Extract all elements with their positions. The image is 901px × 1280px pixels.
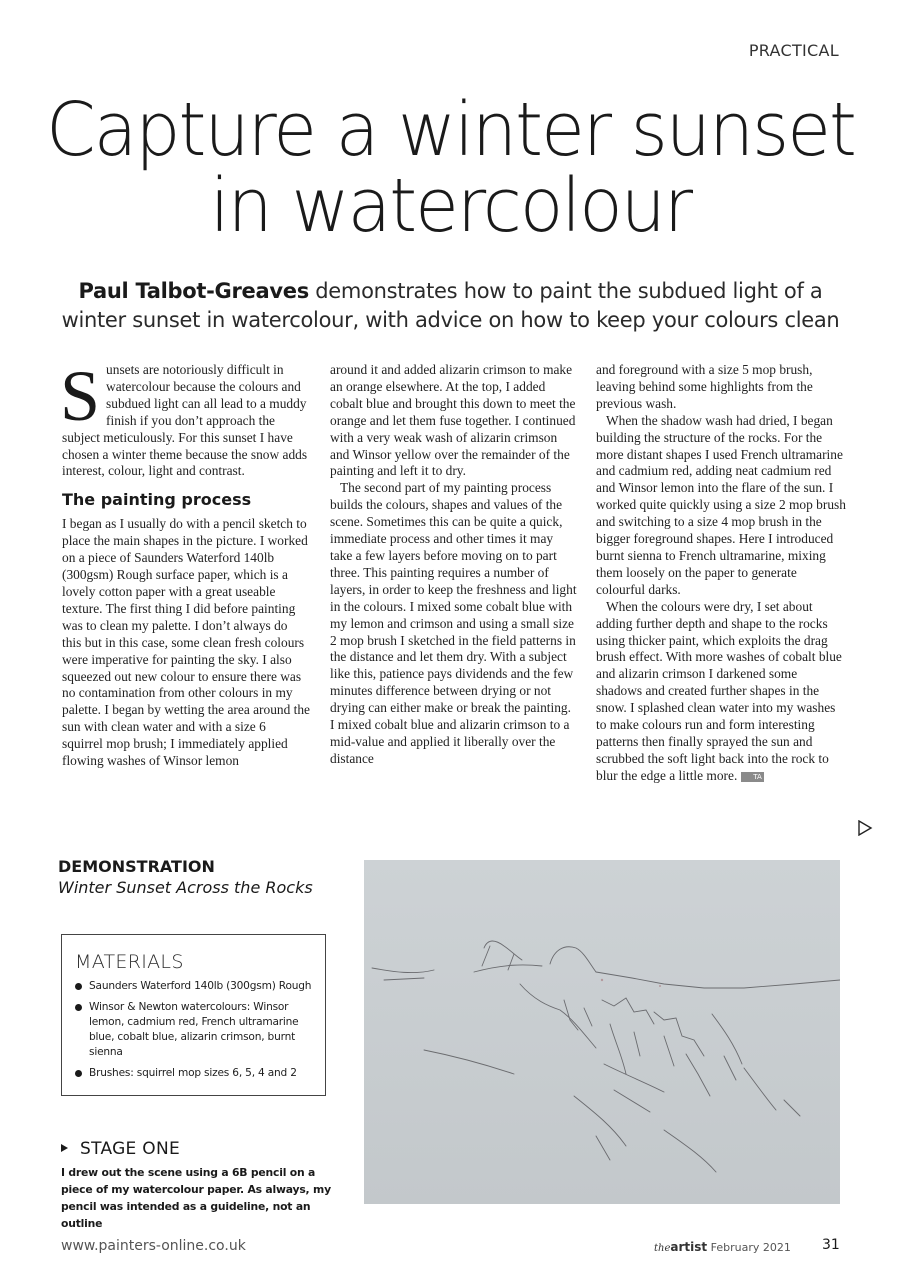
stage-caption: I drew out the scene using a 6B pencil on a piece of my watercolour paper. As always, my pencil was intended as a guideline, not an outline [61, 1166, 331, 1230]
intro-paragraph: unsets are notoriously difficult in watercolour because the colours and subdued light can all lead to a muddy finish if you don’t approach the subject meticulously. For this sunset I have chosen a winter theme because the snow adds interest, colour, light and contrast. [62, 362, 308, 479]
materials-box [61, 934, 326, 1096]
paragraph: When the shadow wash had dried, I began building the structure of the rocks. For the more distant shapes I used French ultramarine and cadmium red, adding neat cadmium red and Winsor lemon into the flare of the sun. I worked quite quickly using a size 2 mop brush and switching to a size 4 mop brush in the bigger foreground shapes. Here I introduced burnt sienna to French ultramarine, mixing them loosely on the paper to generate colourful darks. [596, 412, 846, 597]
column-3 [596, 362, 846, 785]
bullet-icon [75, 983, 82, 990]
standfirst [50, 277, 851, 335]
paragraph: around it and added alizarin crimson to make an orange elsewhere. At the top, I added cobalt blue and brought this down to meet the orange and let them fuse together. I continued with a very weak wash of alizarin crimson and Winsor yellow over the remainder of the painting and left it to dry. [330, 362, 576, 479]
column-2 [330, 362, 578, 768]
materials-item: Winsor & Newton watercolours: Winsor lemon, cadmium red, French ultramarine blue, cobalt blue, alizarin crimson, burnt sienna [75, 1000, 313, 1060]
magazine-logo: theartist [654, 1240, 708, 1254]
end-mark: TA [741, 772, 764, 782]
issue-date: February 2021 [710, 1241, 791, 1254]
paragraph: I began as I usually do with a pencil sketch to place the main shapes in the picture. I worked on a piece of Saunders Waterford 140lb (300gsm) Rough surface paper, which is a lovely cotton paper with a great useable texture. The first thing I did before painting was to clean my palette. I don’t always do this but in this case, some clean fresh colours were imperative for painting the sky. I also squeezed out new colour to ensure there was no contamination from other colours in my palette. I began by wetting the area around the sun with clean water and with a size 6 squirrel mop brush; I immediately applied flowing washes of Winsor lemon [62, 516, 310, 769]
materials-item: Brushes: squirrel mop sizes 6, 5, 4 and 2 [75, 1066, 313, 1081]
paragraph [596, 599, 846, 785]
continue-arrow-icon [857, 820, 873, 836]
bullet-icon [75, 1070, 82, 1077]
article-title-line-1: Capture a winter sunset [46, 87, 855, 173]
bullet-icon [75, 1004, 82, 1011]
article-title [18, 87, 883, 249]
paragraph: The second part of my painting process builds the colours, shapes and values of the scene. Sometimes this can be quite a quick, immediate process and other times it may take a few layers before moving on to part three. This painting requires a number of layers, in order to keep the freshness and light in the colours. I mixed some cobalt blue with my lemon and crimson and using a small size 2 mop brush I sketched in the field patterns in the distance and let them dry. With a subject like this, patience pays dividends and the few minutes difference between drying or not drying can either make or break the painting. I mixed cobalt blue and alizarin crimson to a mid-value and applied it liberally over the distance [330, 480, 577, 766]
column-1 [60, 356, 310, 770]
demonstration-header [58, 857, 348, 899]
page-number: 31 [822, 1237, 840, 1253]
footer-url: www.painters-online.co.uk [61, 1238, 246, 1254]
paragraph-text: When the colours were dry, I set about adding further depth and shape to the rocks using thicker paint, which exploits the drag brush effect. With more washes of cobalt blue and alizarin crimson I darkened some shadows and created further shapes in the snow. I splashed clean water into my washes to make colours run and form interesting patterns then finally sprayed the sun and scrubbed the soft light back into the rock to blur the edge a little more. [596, 598, 842, 783]
demonstration-title: Winter Sunset Across the Rocks [58, 878, 313, 897]
paragraph: and foreground with a size 5 mop brush, leaving behind some highlights from the previous wash. [596, 362, 813, 411]
materials-item: Saunders Waterford 140lb (300gsm) Rough [75, 979, 313, 994]
article-body [60, 356, 846, 840]
standfirst-text: demonstrates how to paint the subdued light of a winter sunset in watercolour, with advice on how to keep your colours clean [61, 279, 840, 332]
stage-one [61, 1138, 336, 1232]
footer-magazine [654, 1240, 791, 1254]
drop-cap: S [60, 356, 101, 436]
materials-heading: MATERIALS [75, 951, 184, 973]
subheading: The painting process [62, 490, 252, 510]
demonstration-label: DEMONSTRATION [58, 857, 215, 876]
materials-list [75, 979, 313, 1081]
article-title-line-2: in watercolour [209, 163, 692, 249]
triangle-bullet-icon [61, 1144, 68, 1152]
section-label: PRACTICAL [748, 41, 839, 60]
stage-heading: STAGE ONE [61, 1138, 336, 1160]
stage-one-pencil-sketch [364, 860, 840, 1204]
author-name: Paul Talbot-Greaves [78, 279, 309, 303]
